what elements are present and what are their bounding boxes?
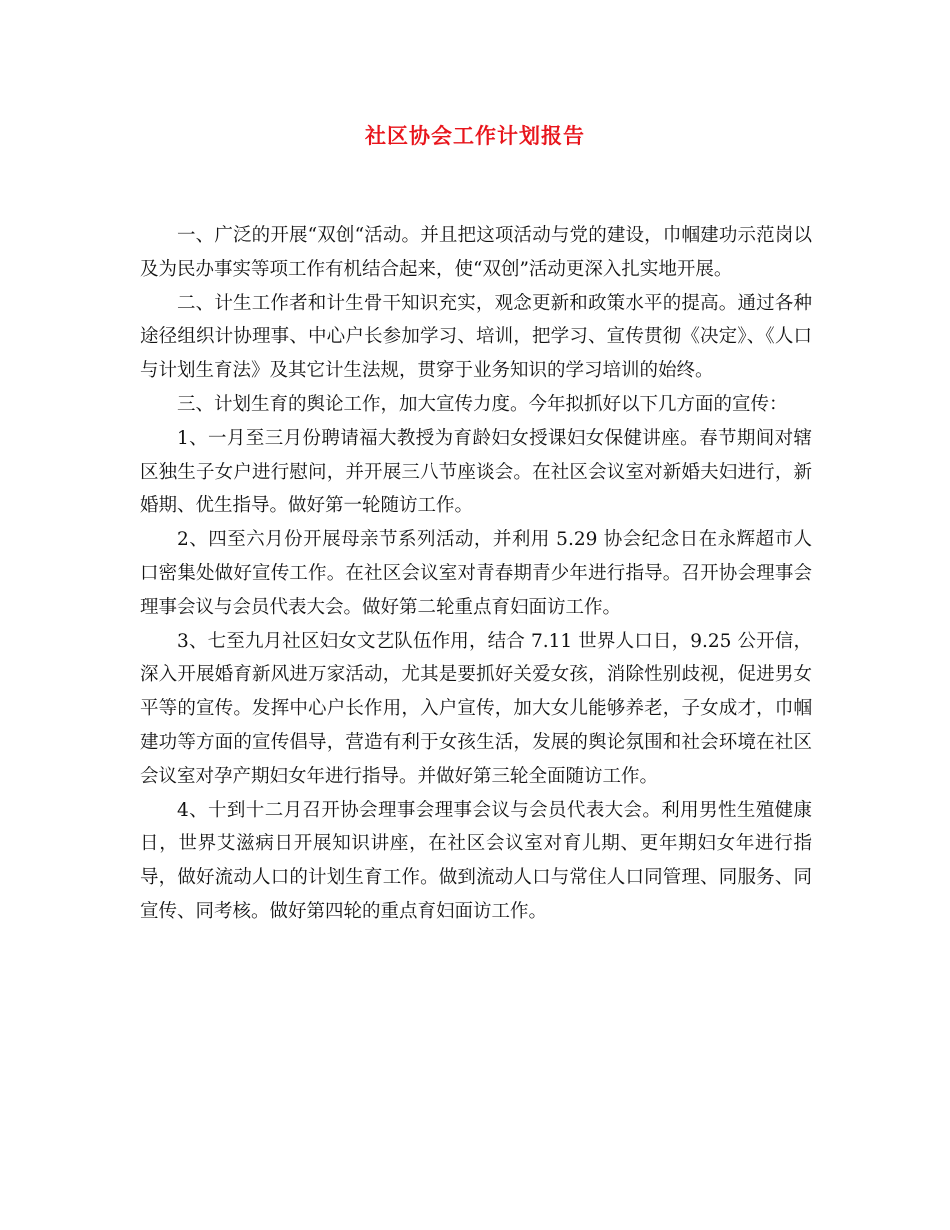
paragraph-4: 1、一月至三月份聘请福大教授为育龄妇女授课妇女保健讲座。春节期间对辖区独生子女户进行慰问，并开展三八节座谈会。在社区会议室对新婚夫妇进行，新婚期、优生指导。做好第一轮随访工作。	[140, 427, 812, 517]
paragraph-6: 3、七至九月社区妇女文艺队伍作用，结合 7.11 世界人口日，9.25 公开信，深入开展婚育新风进万家活动，尤其是要抓好关爱女孩，消除性别歧视，促进男女平等的宣传。发挥中心户长作用，入户宣传，加大女儿能够养老，子女成才，巾帼建功等方面的宣传倡导，营造有利于女孩生活，发展的舆论氛围和社会环境在社区会议室对孕产期妇女年进行指导。并做好第三轮全面随访工作。	[140, 630, 812, 787]
paragraph-1: 一、广泛的开展“双创“活动。并且把这项活动与党的建设，巾帼建功示范岗以及为民办事实等项工作有机结合起来，使“双创”活动更深入扎实地开展。	[140, 225, 812, 280]
paragraph-3: 三、计划生育的舆论工作，加大宣传力度。今年拟抓好以下几方面的宣传：	[177, 393, 788, 415]
paragraph-5: 2、四至六月份开展母亲节系列活动，并利用 5.29 协会纪念日在永辉超市人口密集处做好宣传工作。在社区会议室对青春期青少年进行指导。召开协会理事会理事会议与会员代表大会。做好第二轮重点育妇面访工作。	[140, 529, 812, 618]
paragraph-2: 二、计生工作者和计生骨干知识充实，观念更新和政策水平的提高。通过各种途径组织计协理事、中心户长参加学习、培训，把学习、宣传贯彻《决定》、《人口与计划生育法》及其它计生法规，贯穿于业务知识的学习培训的始终。	[140, 292, 812, 382]
document-body	[140, 219, 812, 929]
document-title: 社区协会工作计划报告	[365, 123, 585, 148]
paragraph-7: 4、十到十二月召开协会理事会理事会议与会员代表大会。利用男性生殖健康日，世界艾滋病日开展知识讲座，在社区会议室对育儿期、更年期妇女年进行指导，做好流动人口的计划生育工作。做到流动人口与常住人口同管理、同服务、同宣传、同考核。做好第四轮的重点育妇面访工作。	[140, 799, 812, 922]
